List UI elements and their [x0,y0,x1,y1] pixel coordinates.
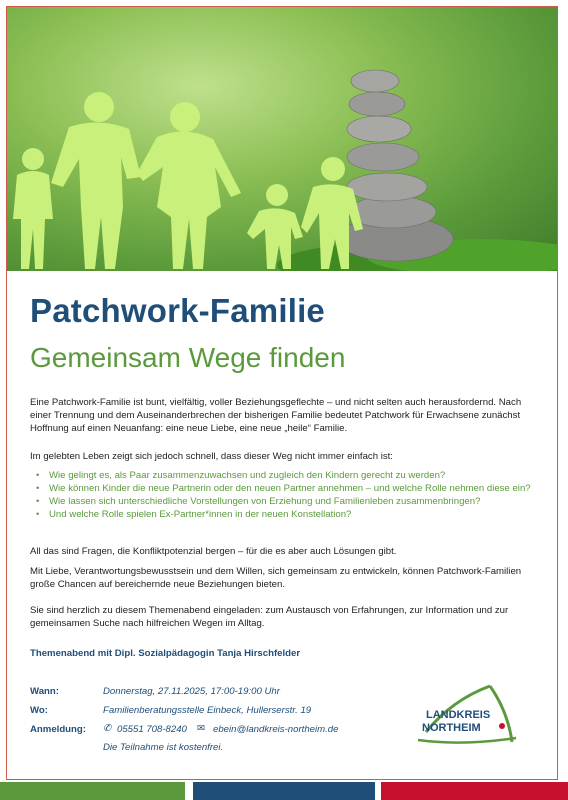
free-admission-note: Die Teilnahme ist kostenfrei. [103,742,224,753]
when-value: Donnerstag, 27.11.2025, 17:00-19:00 Uhr [103,686,280,697]
logo-text-line1: LANDKREIS [426,709,491,721]
footer-bar-green [0,782,185,800]
when-label: Wann: [30,686,59,697]
intro-lead-paragraph: Im gelebten Leben zeigt sich jedoch schnell, dass dieser Weg nicht immer einfach ist: [30,451,393,462]
page-subtitle: Gemeinsam Wege finden [30,342,346,373]
intro-paragraph: Eine Patchwork-Familie ist bunt, vielfältig, voller Beziehungsgeflechte – und nicht selten auch herausfordernd. Nach einer Trennung und dem Auseinanderbrechen der bisherigen Familie bedeutet Patchwork für Erwachsene zunächst Hoffnung auf einen Neuanfang: eine neue Liebe, eine neue „heile“ Familie. [30,397,522,434]
list-item: • Wie gelingt es, als Paar zusammenzuwachsen und zugleich den Kindern gerecht zu werden? [36,469,536,482]
registration-label: Anmeldung: [30,724,86,735]
footer-bar-red [381,782,568,800]
list-item: • Wie lassen sich unterschiedliche Vorstellungen von Erziehung und Familienleben zusammenbringen? [36,495,536,508]
where-value: Familienberatungsstelle Einbeck, Hullerserstr. 19 [103,705,312,716]
page-title: Patchwork-Familie [30,292,325,329]
phone-number[interactable]: 05551 708-8240 [117,724,187,735]
footer-bar-blue [193,782,375,800]
envelope-icon: ✉ [197,723,206,734]
list-item: • Und welche Rolle spielen Ex-Partner*innen in der neuen Konstellation? [36,508,536,521]
event-heading: Themenabend mit Dipl. Sozialpädagogin Tanja Hirschfelder [30,648,301,659]
question-list [36,469,536,521]
email-link[interactable]: ebein@landkreis-northeim.de [213,724,339,735]
hero-image [7,7,557,271]
family-silhouette-illustration [7,7,557,271]
closing-paragraph-2: Mit Liebe, Verantwortungsbewusstsein und dem Willen, sich gemeinsam zu entwickeln, können Patchwork-Familien große Chancen auf bereichernde neue Beziehungen bieten. [30,566,522,590]
closing-paragraph-1: All das sind Fragen, die Konfliktpotenzial bergen – für die es aber auch Lösungen gibt. [30,546,397,557]
where-label: Wo: [30,705,48,716]
logo-text-line2: NORTHEIM [422,722,481,734]
phone-icon: ✆ [103,723,112,734]
list-item: • Wie können Kinder die neue Partnerin oder den neuen Partner annehmen – und welche Rolle nehmen diese ein? [36,482,536,495]
closing-paragraph-3: Sie sind herzlich zu diesem Themenabend eingeladen: zum Austausch von Erfahrungen, zur Information und zur gemeinsamen Suche nach hilfreichen Wegen im Alltag. [30,605,509,629]
